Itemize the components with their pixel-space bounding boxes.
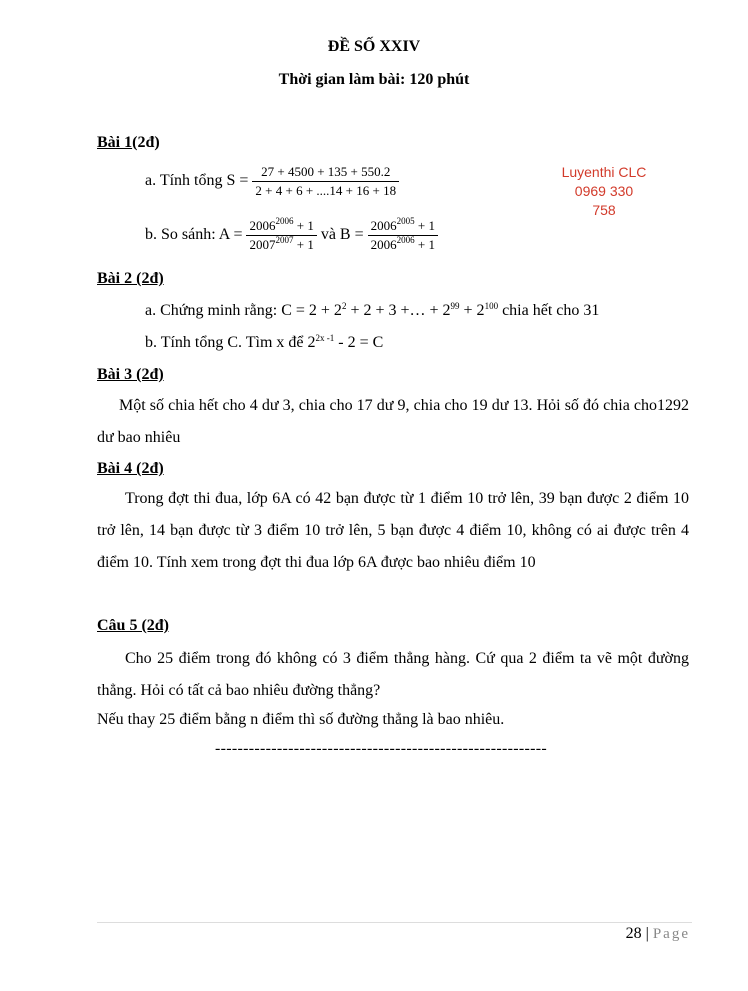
bai1-part-b [145,218,438,253]
page-label: Page [652,926,690,942]
watermark-line-2: 0969 330 [574,183,634,199]
a-den-base: 2007 [249,237,276,252]
page-number: 28 [625,925,642,942]
a-den-tail: + 1 [293,237,314,252]
fraction-A-numerator [246,218,316,236]
bai2-part-a [145,302,599,320]
page-title: ĐỀ SỐ XXIV [327,38,421,55]
bai2-a-exp1: 2 [341,301,347,311]
bai1-points: (2đ) [132,134,160,151]
watermark-line-1: Luyenthi CLC [561,164,647,180]
bai1-heading [97,134,160,152]
fraction-B [368,218,438,253]
bai1-b-and: và B = [320,226,364,244]
bai2-b-exp: 2x -1 [315,333,335,343]
fraction-B-denominator [368,236,438,253]
a-num-exp: 2006 [275,216,294,226]
bai2-b-prefix: b. Tính tổng C. Tìm x để 2 [145,334,316,351]
b-den-tail: + 1 [414,237,435,252]
bai2-a-exp3: 100 [484,301,499,311]
bai2-a-exp2: 99 [450,301,460,311]
cau5-text2: Nếu thay 25 điểm bằng n điểm thì số đường thẳng là bao nhiêu. [97,711,505,728]
b-num-exp: 2005 [396,216,415,226]
fraction-A-denominator [246,236,316,253]
b-den-exp: 2006 [396,235,415,245]
bai2-b-suffix: - 2 = C [334,334,384,351]
b-num-base: 2006 [370,218,397,233]
bai1-a-denominator: 2 + 4 + 6 + ....14 + 16 + 18 [255,183,397,198]
bai1-heading-label: Bài 1 [97,134,133,151]
bai1-a-numerator: 27 + 4500 + 135 + 550.2 [252,164,399,182]
bai2-a-mid2: + 2 [459,302,485,319]
divider-dashes: ----------------------------------------------------------- [215,740,548,757]
page-footer [626,925,690,943]
footer-separator: | [641,925,653,942]
b-num-tail: + 1 [414,218,435,233]
a-num-base: 2006 [249,218,276,233]
a-num-tail: + 1 [293,218,314,233]
bai1-a-fraction [252,164,399,199]
bai2-a-prefix: a. Chứng minh rằng: C = 2 + 2 [145,302,342,319]
bai1-b-label: b. So sánh: A = [145,226,243,244]
bai3-heading: Bài 3 (2đ) [97,366,164,383]
watermark [540,163,668,220]
fraction-B-numerator [368,218,438,236]
bai2-a-suffix: chia hết cho 31 [498,302,600,319]
fraction-A [246,218,316,253]
bai2-heading: Bài 2 (2đ) [97,270,164,287]
bai2-a-mid: + 2 + 3 +… + 2 [346,302,451,319]
a-den-exp: 2007 [275,235,294,245]
cau5-heading: Câu 5 (2đ) [97,617,170,634]
bai3-text: Một số chia hết cho 4 dư 3, chia cho 17 dư 9, chia cho 19 dư 13. Hỏi số đó chia cho1292 dư bao nhiêu [97,397,689,446]
bai1-a-label: a. Tính tổng S = [145,172,249,190]
bai1-part-a [145,164,399,199]
cau5-text: Cho 25 điểm trong đó không có 3 điểm thẳng hàng. Cứ qua 2 điểm ta vẽ một đường thẳng. Hỏi có tất cả bao nhiêu đường thẳng? [97,650,689,699]
time-limit: Thời gian làm bài: 120 phút [278,71,470,88]
bai4-text: Trong đợt thi đua, lớp 6A có 42 bạn được từ 1 điểm 10 trở lên, 39 bạn được 2 điểm 10 trở lên, 14 bạn được từ 3 điểm 10 trở lên, 5 bạn được 4 điểm 10, không có ai được trên 4 điểm 10. Tính xem trong đợt thi đua lớp 6A được bao nhiêu điểm 10 [97,490,689,571]
footer-rule [97,922,692,923]
bai2-part-b [145,334,383,352]
b-den-base: 2006 [370,237,397,252]
watermark-line-3: 758 [592,202,616,218]
bai4-heading: Bài 4 (2đ) [97,460,164,477]
